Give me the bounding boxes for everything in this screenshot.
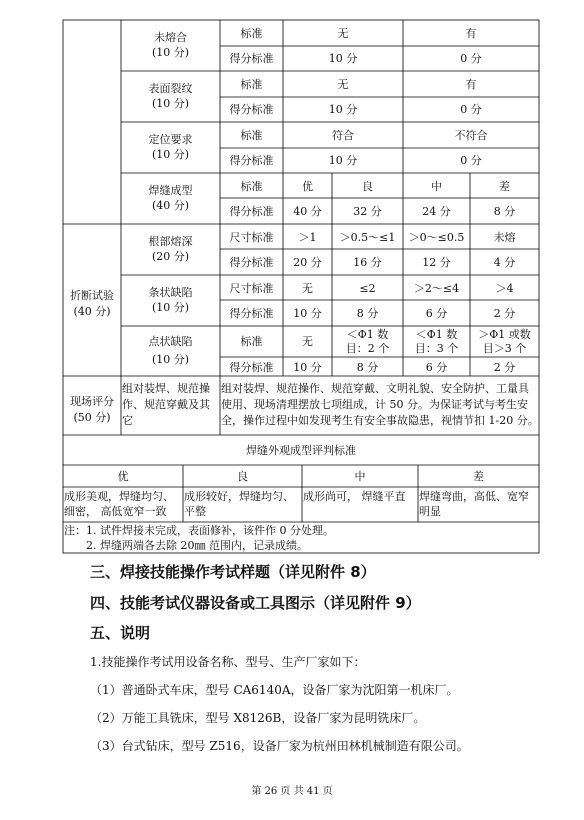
page-footer: 第 26 页 共 41 页 — [251, 786, 333, 797]
pts-value: 10 分 — [328, 103, 358, 116]
item-score: (40 分) — [151, 199, 190, 212]
std-label: 标准 — [240, 335, 263, 348]
item-score: (10 分) — [151, 301, 190, 314]
std-value: 未熔 — [493, 231, 516, 244]
std-value: 目：2 个 — [345, 342, 390, 355]
item-name: 未熔合 — [154, 31, 187, 44]
onsite-label: 现场评分 — [70, 395, 114, 408]
pts-label: 得分标准 — [229, 205, 274, 218]
pts-label: 得分标准 — [229, 103, 274, 116]
pts-value: 10 分 — [293, 307, 322, 320]
std-value: 良 — [362, 180, 373, 193]
std-value: ＞1 — [298, 231, 317, 244]
appearance-cell: 成形美观，焊缝均匀、 — [64, 490, 174, 503]
pts-label: 得分标准 — [229, 52, 274, 65]
item-score: (10 分) — [151, 148, 190, 161]
std-value: 目：3 个 — [414, 342, 459, 355]
std-value: 无 — [302, 282, 313, 295]
appearance-header: 优 — [117, 470, 129, 483]
item-score: (10 分) — [151, 46, 190, 59]
onsite-score: (50 分) — [73, 411, 111, 424]
item-score: (20 分) — [151, 250, 190, 263]
pts-value: 2 分 — [493, 361, 516, 374]
pts-value: 32 分 — [353, 205, 382, 218]
std-value: 优 — [302, 180, 313, 193]
std-value: 中 — [431, 180, 442, 193]
pts-value: 16 分 — [353, 256, 382, 269]
appearance-title: 焊缝外观成型评判标准 — [246, 444, 356, 457]
std-value: ＞4 — [495, 282, 514, 295]
paragraph: （1）普通卧式车床，型号 CA6140A，设备厂家为沈阳第一机床厂。 — [90, 683, 459, 697]
pts-value: 8 分 — [356, 361, 379, 374]
appearance-header: 良 — [237, 470, 248, 483]
std-value: 无 — [337, 27, 349, 40]
group-name: 折断试验 — [70, 289, 114, 302]
item-score: (10 分) — [151, 353, 190, 366]
pts-value: 8 分 — [493, 205, 516, 218]
table-note: 2. 焊缝两端各去除 20㎜ 范围内，记录成绩。 — [86, 539, 308, 552]
paragraph: 1.技能操作考试用设备名称、型号、生产厂家如下： — [90, 655, 366, 669]
std-label: 标准 — [240, 27, 263, 40]
pts-label: 得分标准 — [229, 256, 274, 269]
std-value: 差 — [499, 180, 510, 193]
std-label: 尺寸标准 — [229, 282, 274, 295]
pts-value: 6 分 — [425, 307, 448, 320]
item-name: 根部熔深 — [148, 235, 193, 248]
std-value: ＞0～≤0.5 — [408, 231, 465, 244]
std-value: 无 — [302, 335, 313, 348]
std-value: 有 — [465, 27, 477, 40]
item-name: 定位要求 — [148, 133, 193, 146]
item-name: 表面裂纹 — [148, 82, 193, 95]
appearance-cell: 成形尚可， 焊缝平直 — [303, 490, 406, 503]
std-label: 标准 — [240, 129, 263, 142]
pts-value: 40 分 — [293, 205, 322, 218]
std-value: ≤2 — [359, 282, 376, 295]
std-value: 有 — [465, 78, 477, 91]
appearance-header: 中 — [354, 470, 366, 483]
paragraph: （3）台式钻床，型号 Z516，设备厂家为杭州田林机械制造有限公司。 — [90, 739, 469, 753]
onsite-desc: 全，操作过程中如发现考生有安全事故隐患，视情节扣 1-20 分。 — [221, 414, 539, 427]
table-note: 注：1. 试件焊接未完成，表面修补，该件作 0 分处理。 — [64, 524, 334, 537]
pts-value: 0 分 — [460, 154, 482, 167]
onsite-desc: 组对装焊、规范操作、规范穿戴、文明礼貌、安全防护、工量具 — [221, 382, 529, 395]
pts-value: 2 分 — [493, 307, 516, 320]
std-value: ＜Φ1 数 — [415, 328, 458, 341]
onsite-item: 作、规范穿戴及其 — [122, 398, 210, 411]
onsite-item: 它 — [122, 414, 133, 427]
std-label: 标准 — [240, 78, 263, 91]
pts-value: 10 分 — [328, 154, 358, 167]
std-value: ＜Φ1 数 — [346, 328, 389, 341]
pts-value: 6 分 — [425, 361, 448, 374]
pts-value: 12 分 — [422, 256, 451, 269]
section-heading: 三、焊接技能操作考试样题（详见附件 8） — [90, 563, 376, 581]
item-name: 焊缝成型 — [148, 184, 193, 197]
pts-label: 得分标准 — [229, 307, 274, 320]
pts-value: 4 分 — [493, 256, 516, 269]
std-value: ＞Φ1 或数 — [478, 328, 531, 341]
std-value: 符合 — [332, 129, 354, 142]
appearance-cell: 平整 — [184, 505, 206, 518]
onsite-desc: 使用、现场清理摆放七项组成，计 50 分。为保证考试与考生安 — [221, 398, 528, 411]
item-name: 条状缺陷 — [148, 286, 193, 299]
appearance-header: 差 — [473, 470, 484, 483]
pts-value: 20 分 — [293, 256, 322, 269]
pts-value: 8 分 — [356, 307, 379, 320]
std-label: 标准 — [240, 180, 263, 193]
pts-value: 10 分 — [328, 52, 358, 65]
onsite-item: 组对装焊、规范操 — [122, 382, 210, 395]
item-name: 点状缺陷 — [148, 335, 193, 348]
item-score: (10 分) — [151, 97, 190, 110]
std-label: 尺寸标准 — [229, 231, 274, 244]
pts-label: 得分标准 — [229, 154, 274, 167]
std-value: ＞2～≤4 — [413, 282, 460, 295]
appearance-cell: 焊缝弯曲，高低、宽窄 — [419, 490, 529, 503]
std-value: 无 — [337, 78, 349, 91]
pts-value: 0 分 — [460, 103, 482, 116]
section-heading: 四、技能考试仪器设备或工具图示（详见附件 9） — [90, 594, 421, 612]
pts-label: 得分标准 — [229, 361, 274, 374]
std-value: 不符合 — [454, 129, 488, 142]
pts-value: 0 分 — [460, 52, 482, 65]
appearance-cell: 明显 — [419, 505, 441, 518]
pts-value: 10 分 — [293, 361, 322, 374]
group-score: (40 分) — [73, 305, 111, 318]
paragraph: （2）万能工具铣床，型号 X8126B，设备厂家为昆明铣床厂。 — [90, 711, 426, 725]
std-value: ＞0.5～≤1 — [339, 231, 396, 244]
appearance-cell: 细密， 高低宽窄一致 — [64, 505, 167, 518]
std-value: 目＞3 个 — [482, 342, 527, 355]
section-heading: 五、说明 — [90, 624, 151, 642]
pts-value: 24 分 — [422, 205, 451, 218]
appearance-cell: 成形较好，焊缝均匀、 — [184, 490, 294, 503]
